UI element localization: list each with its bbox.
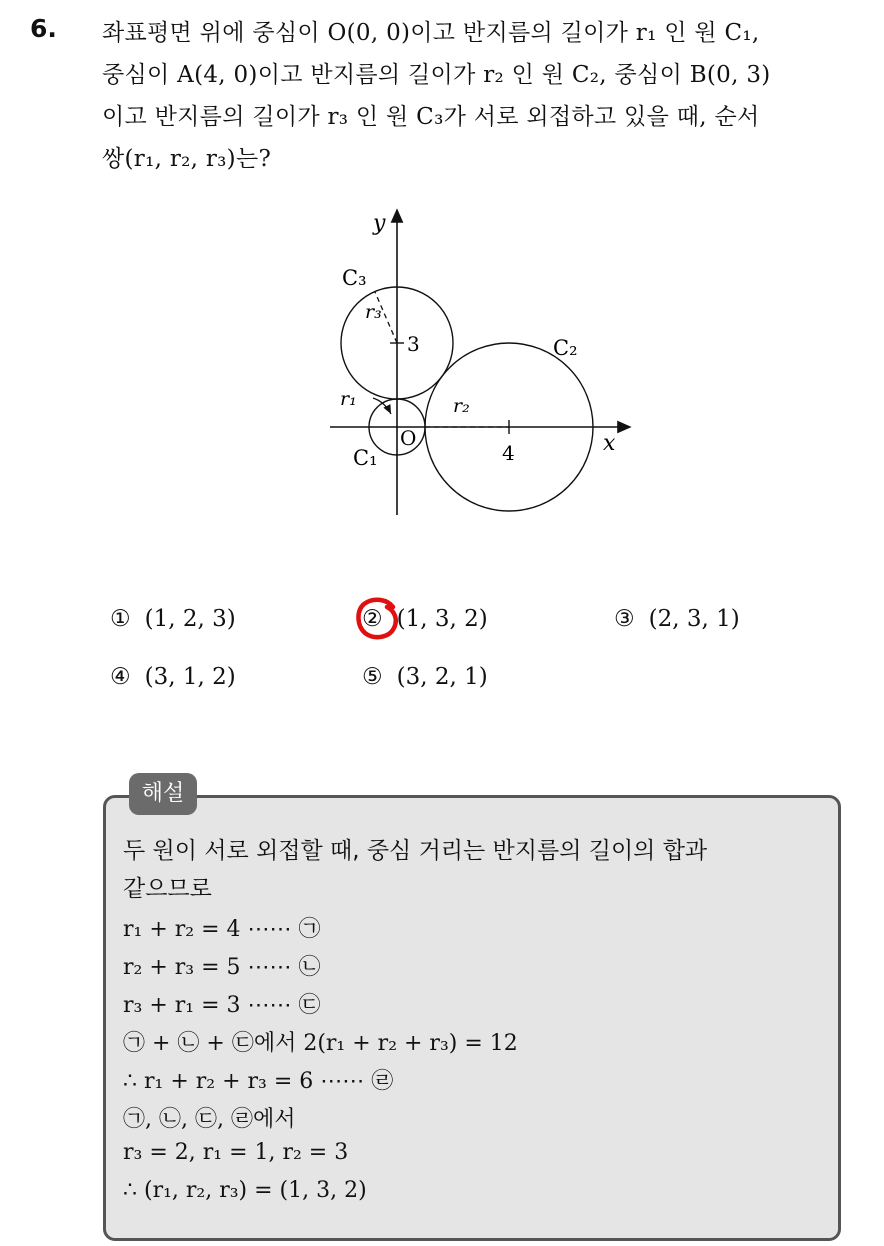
- solution-line-2: 같으므로: [123, 876, 212, 902]
- solution-line-6: ㉠ + ㉡ + ㉢에서 2(r₁ + r₂ + r₃) = 12: [123, 1031, 518, 1056]
- question-line-3: 이고 반지름의 길이가 r₃ 인 원 C₃가 서로 외접하고 있을 때, 순서: [102, 104, 760, 130]
- question-line-2: 중심이 A(4, 0)이고 반지름의 길이가 r₂ 인 원 C₂, 중심이 B(0, 3): [102, 62, 771, 88]
- choice-5-number: ⑤: [362, 664, 383, 690]
- tick-y-label: 3: [407, 332, 420, 356]
- choice-1-text: (1, 2, 3): [144, 606, 236, 632]
- origin-label: O: [400, 426, 417, 450]
- c3-label: C₃: [342, 266, 367, 290]
- solution-line-4: r₂ + r₃ = 5 ⋯⋯ ㉡: [123, 955, 321, 980]
- r2-label: r₂: [453, 395, 470, 417]
- choice-5[interactable]: [362, 664, 488, 690]
- solution-line-9: r₃ = 2, r₁ = 1, r₂ = 3: [123, 1140, 349, 1165]
- tick-x-label: 4: [502, 441, 515, 465]
- solution-line-1: 두 원이 서로 외접할 때, 중심 거리는 반지름의 길이의 합과: [123, 838, 708, 864]
- solution-line-10: ∴ (r₁, r₂, r₃) = (1, 3, 2): [123, 1178, 367, 1203]
- answer-mark: [353, 595, 401, 643]
- r1-label: r₁: [340, 388, 357, 410]
- coordinate-figure: [325, 200, 645, 520]
- choice-3-text: (2, 3, 1): [648, 606, 740, 632]
- solution-line-3: r₁ + r₂ = 4 ⋯⋯ ㉠: [123, 917, 321, 942]
- choice-2-text: (1, 3, 2): [396, 606, 488, 632]
- question-line-1: 좌표평면 위에 중심이 O(0, 0)이고 반지름의 길이가 r₁ 인 원 C₁,: [102, 20, 760, 46]
- choice-2-number: ②: [362, 606, 383, 632]
- question-number: 6.: [30, 14, 57, 43]
- question-line-4: 쌍(r₁, r₂, r₃)는?: [102, 146, 272, 172]
- solution-line-8: ㉠, ㉡, ㉢, ㉣에서: [123, 1107, 296, 1132]
- choice-1[interactable]: [110, 606, 236, 632]
- c2-label: C₂: [553, 336, 578, 360]
- x-axis-label: x: [603, 431, 616, 456]
- choice-3-number: ③: [614, 606, 635, 632]
- choice-4-number: ④: [110, 664, 131, 690]
- solution-line-5: r₃ + r₁ = 3 ⋯⋯ ㉢: [123, 993, 321, 1018]
- solution-tab: 해설: [129, 773, 197, 815]
- choice-4-text: (3, 1, 2): [144, 664, 236, 690]
- c1-label: C₁: [353, 446, 378, 470]
- solution-line-7: ∴ r₁ + r₂ + r₃ = 6 ⋯⋯ ㉣: [123, 1069, 394, 1094]
- choice-5-text: (3, 2, 1): [396, 664, 488, 690]
- choice-1-number: ①: [110, 606, 131, 632]
- choice-4[interactable]: [110, 664, 236, 690]
- r3-label: r₃: [365, 301, 382, 323]
- y-axis-label: y: [373, 211, 386, 236]
- choice-3[interactable]: [614, 606, 740, 632]
